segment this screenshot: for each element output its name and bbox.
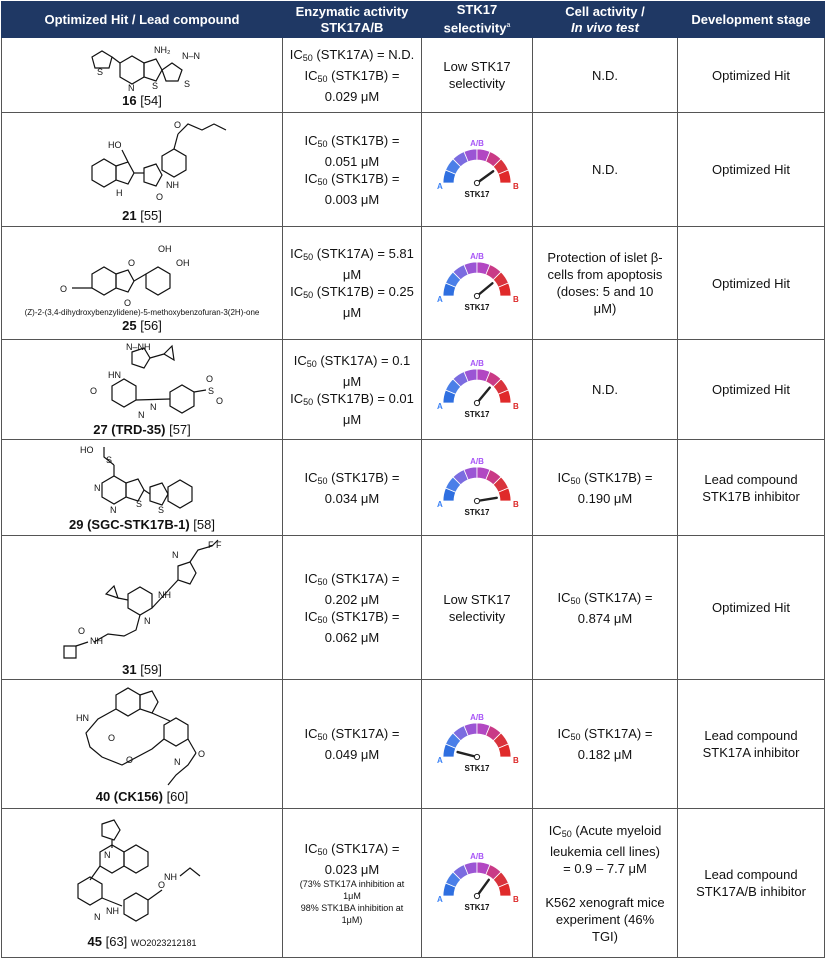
enzymatic-activity-cell — [283, 440, 422, 536]
enzymatic-line: μM — [342, 305, 362, 320]
header-cell-activity: Cell activity / In vivo test — [533, 2, 678, 38]
compound-cell — [2, 809, 283, 958]
cell-activity-cell — [533, 340, 678, 440]
enzymatic-line: 0.051 μM — [324, 153, 380, 169]
selectivity-cell — [422, 227, 533, 340]
selectivity-gauge — [429, 457, 525, 519]
svg-text:N: N — [172, 550, 179, 560]
svg-text:O: O — [216, 396, 224, 406]
gauge-label-a: A — [437, 401, 443, 411]
development-stage-cell — [678, 227, 825, 340]
compound-ref: [59] — [140, 662, 162, 677]
gauge-label-ab: A/B — [470, 852, 484, 861]
compound-cell — [2, 227, 283, 340]
stage-line: STK17B inhibitor — [702, 488, 800, 504]
enzymatic-line: 0.034 μM — [324, 490, 380, 506]
cell-activity-cell — [533, 680, 678, 809]
stage-line: STK17A inhibitor — [702, 745, 800, 760]
compound-cell — [2, 536, 283, 680]
svg-text:N–NH: N–NH — [126, 342, 151, 352]
enzymatic-line: μM — [342, 411, 362, 427]
iupac-name: (Z)-2-(3,4-dihydroxybenzylidene)-5-methoxybenzofuran-3(2H)-one — [24, 307, 260, 317]
compound-number: 21 — [122, 208, 137, 223]
svg-text:HN: HN — [108, 370, 121, 380]
svg-text:N: N — [138, 410, 145, 420]
compound-label — [6, 93, 278, 108]
compound-label — [6, 422, 278, 437]
selectivity-text: selectivity — [448, 76, 506, 91]
header-selectivity: STK17 selectivity$^a$ — [422, 2, 533, 38]
selectivity-cell — [422, 38, 533, 113]
gauge-label-b: B — [513, 895, 519, 904]
header-compound: Optimized Hit / Lead compound — [2, 2, 283, 38]
gauge-label-stk17: STK17 — [464, 409, 490, 419]
compound-cell — [2, 113, 283, 227]
svg-text:O: O — [156, 192, 164, 202]
svg-text:O: O — [206, 374, 214, 384]
stage-line: Lead compound — [704, 471, 798, 487]
svg-text:OH: OH — [158, 243, 172, 254]
selectivity-text: Low STK17 — [443, 59, 511, 74]
enzymatic-line: 0.029 μM — [324, 88, 380, 104]
cell-activity-line: 0.182 μM — [577, 747, 633, 762]
compound-ref: [55] — [140, 208, 162, 223]
svg-text:O: O — [124, 297, 132, 308]
enzymatic-activity-cell — [283, 38, 422, 113]
selectivity-gauge — [429, 359, 525, 421]
compound-number: 45 — [87, 933, 102, 949]
stage-line: Optimized Hit — [711, 382, 791, 397]
svg-text:NH: NH — [166, 180, 179, 190]
cell-activity-line — [539, 877, 671, 894]
cell-activity-line: $IC_{50}$ (STK17A) = — [557, 589, 653, 606]
cell-activity-cell — [533, 227, 678, 340]
enzymatic-line: 0.202 μM — [324, 591, 380, 607]
cell-activity-line: leukemia cell lines) — [550, 843, 660, 859]
patent-number: WO2023212181 — [130, 937, 197, 948]
development-stage-cell — [678, 809, 825, 958]
svg-text:O: O — [78, 626, 86, 636]
gauge-label-b: B — [513, 181, 519, 191]
svg-text:S: S — [136, 499, 143, 509]
selectivity-text: selectivity — [448, 608, 506, 624]
enzymatic-line: μM — [342, 373, 362, 389]
svg-text:O: O — [198, 748, 206, 759]
cell-activity-line: N.D. — [592, 382, 618, 397]
svg-text:N: N — [150, 402, 157, 412]
compound-label — [6, 934, 278, 949]
header-stage: Development stage — [678, 2, 825, 38]
compound-number: 16 — [122, 92, 137, 108]
chemical-structure — [32, 43, 252, 93]
development-stage-cell — [678, 680, 825, 809]
enzymatic-activity-cell — [283, 809, 422, 958]
chemical-structure — [32, 685, 252, 789]
chemical-structure — [32, 818, 252, 934]
enzymatic-line: $IC_{50}$ (STK17A) = — [304, 841, 400, 857]
compound-row — [2, 440, 825, 536]
compound-label — [6, 318, 278, 333]
enzymatic-line: $IC_{50}$ (STK17A) = — [304, 726, 400, 742]
chemical-structure — [32, 443, 252, 517]
compound-ref: [57] — [169, 422, 191, 437]
compound-ref: [56] — [140, 317, 162, 333]
compound-label — [6, 208, 278, 223]
stage-line: Lead compound — [704, 867, 798, 882]
enzymatic-line: 0.049 μM — [324, 747, 380, 762]
enzymatic-line: $IC_{50}$ (STK17B) = — [304, 132, 400, 149]
cell-activity-line: 0.874 μM — [577, 610, 633, 626]
gauge-label-b: B — [513, 499, 519, 509]
gauge-label-stk17: STK17 — [464, 507, 490, 517]
enzymatic-line: $IC_{50}$ (STK17A) = N.D. — [289, 46, 415, 63]
enzymatic-line: $IC_{50}$ (STK17B) = — [304, 469, 400, 486]
compound-number: 29 (SGC-STK17B-1) — [69, 517, 190, 532]
gauge-label-ab: A/B — [470, 358, 484, 368]
selectivity-cell — [422, 536, 533, 680]
development-stage-cell — [678, 340, 825, 440]
enzymatic-note: 1μM) — [341, 915, 363, 925]
compound-row — [2, 536, 825, 680]
compound-row — [2, 680, 825, 809]
cell-activity-line: = 0.9 – 7.7 μM — [563, 860, 647, 876]
stage-line: Optimized Hit — [711, 162, 791, 177]
compound-row — [2, 340, 825, 440]
gauge-label-ab: A/B — [470, 713, 484, 722]
gauge-label-ab: A/B — [470, 138, 484, 148]
svg-text:HO: HO — [80, 445, 94, 455]
cell-activity-line: $IC_{50}$ (STK17A) = — [557, 726, 653, 742]
enzymatic-line: $IC_{50}$ (STK17B) = 0.01 — [290, 390, 414, 407]
enzymatic-line: $IC_{50}$ (STK17B) = 0.25 — [290, 284, 414, 300]
development-stage-cell — [678, 38, 825, 113]
selectivity-text: Low STK17 — [443, 591, 511, 607]
development-stage-cell — [678, 536, 825, 680]
compound-label — [6, 517, 278, 532]
gauge-label-b: B — [513, 401, 519, 411]
cell-activity-line: TGI) — [592, 928, 618, 944]
compound-label — [6, 662, 278, 677]
svg-text:O: O — [108, 732, 116, 743]
cell-activity-cell — [533, 440, 678, 536]
compound-number: 25 — [122, 317, 137, 333]
svg-text:O: O — [128, 257, 136, 268]
selectivity-cell — [422, 340, 533, 440]
cell-activity-cell — [533, 536, 678, 680]
svg-text:N: N — [128, 82, 135, 93]
svg-text:N: N — [144, 616, 151, 626]
selectivity-cell — [422, 809, 533, 958]
svg-text:HO: HO — [108, 140, 122, 150]
compound-cell — [2, 38, 283, 113]
enzymatic-line: $IC_{50}$ (STK17B) = — [304, 608, 400, 625]
svg-text:F F: F F — [208, 540, 222, 550]
svg-text:OH: OH — [176, 257, 190, 268]
cell-activity-line: (doses: 5 and 10 — [556, 284, 654, 299]
gauge-label-a: A — [437, 295, 443, 304]
cell-activity-line: μM) — [593, 301, 617, 316]
svg-text:S: S — [152, 80, 159, 91]
development-stage-cell — [678, 113, 825, 227]
compound-ref: [58] — [193, 517, 215, 532]
enzymatic-note: 98% STK1BA inhibition at — [300, 903, 404, 913]
cell-activity-line: experiment (46% — [555, 911, 655, 927]
cell-activity-line: N.D. — [592, 67, 618, 83]
header-enzymatic: Enzymatic activity STK17A/B — [283, 2, 422, 38]
svg-text:O: O — [126, 754, 134, 765]
compound-cell — [2, 440, 283, 536]
gauge-hub — [474, 400, 479, 405]
enzymatic-activity-cell — [283, 680, 422, 809]
stage-line: STK17A/B inhibitor — [696, 884, 806, 899]
cell-activity-line: 0.190 μM — [577, 490, 633, 506]
cell-activity-line: N.D. — [592, 162, 618, 177]
gauge-hub — [474, 180, 479, 185]
gauge-label-a: A — [437, 756, 443, 765]
cell-activity-line: $IC_{50}$ (STK17B) = — [557, 469, 653, 486]
development-stage-cell — [678, 440, 825, 536]
gauge-label-stk17: STK17 — [464, 303, 490, 312]
stage-line: Optimized Hit — [711, 600, 791, 615]
svg-text:O: O — [174, 120, 182, 130]
svg-text:NH: NH — [90, 636, 103, 646]
selectivity-cell — [422, 113, 533, 227]
enzymatic-line: $IC_{50}$ (STK17B) = — [304, 67, 400, 84]
enzymatic-activity-cell — [283, 340, 422, 440]
svg-text:NH: NH — [158, 590, 171, 600]
svg-text:O: O — [60, 283, 68, 294]
compound-number: 40 (CK156) — [95, 788, 163, 804]
compound-number: 27 (TRD-35) — [93, 422, 166, 437]
compound-table — [1, 1, 825, 958]
compound-row — [2, 227, 825, 340]
svg-text:H: H — [116, 188, 123, 198]
svg-text:N: N — [94, 483, 101, 493]
gauge-hub — [474, 498, 479, 503]
compound-cell — [2, 680, 283, 809]
compound-cell — [2, 340, 283, 440]
compound-number: 31 — [122, 662, 137, 677]
compound-ref: [54] — [140, 92, 162, 108]
gauge-hub — [474, 754, 479, 759]
enzymatic-line: $IC_{50}$ (STK17B) = — [304, 170, 400, 187]
enzymatic-line: 0.003 μM — [324, 191, 380, 207]
svg-text:NH₂: NH₂ — [154, 44, 171, 55]
gauge-label-stk17: STK17 — [464, 764, 490, 773]
selectivity-gauge — [429, 252, 525, 314]
svg-text:S: S — [97, 66, 104, 77]
enzymatic-line: 0.062 μM — [324, 629, 380, 645]
selectivity-gauge — [429, 852, 525, 914]
selectivity-gauge — [429, 713, 525, 775]
svg-text:S: S — [184, 78, 191, 89]
selectivity-cell — [422, 440, 533, 536]
chemical-structure — [32, 342, 252, 422]
svg-text:N: N — [110, 505, 117, 515]
svg-text:HN: HN — [76, 712, 89, 723]
svg-text:S: S — [208, 386, 215, 396]
compound-row — [2, 38, 825, 113]
compound-ref: [63] — [105, 933, 128, 949]
enzymatic-activity-cell — [283, 536, 422, 680]
gauge-label-stk17: STK17 — [464, 903, 490, 912]
compound-label — [6, 789, 278, 804]
enzymatic-note: 1μM — [343, 891, 361, 901]
gauge-label-a: A — [437, 181, 443, 191]
stage-line: Optimized Hit — [711, 67, 791, 83]
chemical-structure — [32, 116, 252, 208]
cell-activity-line: cells from apoptosis — [547, 267, 663, 282]
svg-text:S: S — [106, 455, 113, 465]
gauge-hub — [474, 893, 479, 898]
gauge-label-stk17: STK17 — [464, 189, 490, 199]
svg-text:NH: NH — [106, 905, 119, 916]
cell-activity-cell — [533, 38, 678, 113]
cell-activity-line: $IC_{50}$ (Acute myeloid — [548, 822, 662, 839]
enzymatic-activity-cell — [283, 113, 422, 227]
svg-text:NH: NH — [164, 871, 177, 882]
stage-line: Optimized Hit — [711, 275, 791, 291]
chemical-structure — [32, 234, 252, 308]
gauge-label-a: A — [437, 895, 443, 904]
enzymatic-line: $IC_{50}$ (STK17A) = 0.1 — [293, 352, 411, 369]
svg-text:N: N — [104, 849, 111, 860]
enzymatic-line: μM — [342, 267, 362, 282]
svg-text:O: O — [158, 879, 166, 890]
svg-text:S: S — [158, 505, 165, 515]
cell-activity-line: Protection of islet β- — [547, 250, 663, 265]
enzymatic-activity-cell — [283, 227, 422, 340]
gauge-label-ab: A/B — [470, 252, 484, 261]
enzymatic-line: $IC_{50}$ (STK17A) = — [304, 570, 400, 587]
svg-text:N: N — [174, 756, 181, 767]
stage-line: Lead compound — [704, 728, 798, 743]
svg-text:N–N: N–N — [182, 50, 201, 61]
gauge-label-a: A — [437, 499, 443, 509]
selectivity-gauge — [429, 139, 525, 201]
gauge-hub — [474, 293, 479, 298]
compound-row — [2, 809, 825, 958]
gauge-label-b: B — [513, 756, 519, 765]
cell-activity-cell — [533, 809, 678, 958]
selectivity-cell — [422, 680, 533, 809]
cell-activity-cell — [533, 113, 678, 227]
compound-ref: [60] — [166, 788, 189, 804]
enzymatic-line: $IC_{50}$ (STK17A) = 5.81 — [290, 246, 414, 262]
gauge-label-ab: A/B — [470, 456, 484, 466]
compound-row — [2, 113, 825, 227]
svg-text:O: O — [90, 386, 98, 396]
svg-text:N: N — [94, 911, 101, 922]
gauge-label-b: B — [513, 295, 519, 304]
enzymatic-note: (73% STK17A inhibition at — [299, 879, 405, 889]
table-header-row — [2, 2, 825, 38]
cell-activity-line: K562 xenograft mice — [545, 894, 665, 910]
enzymatic-line: 0.023 μM — [324, 862, 380, 877]
chemical-structure — [32, 538, 252, 662]
